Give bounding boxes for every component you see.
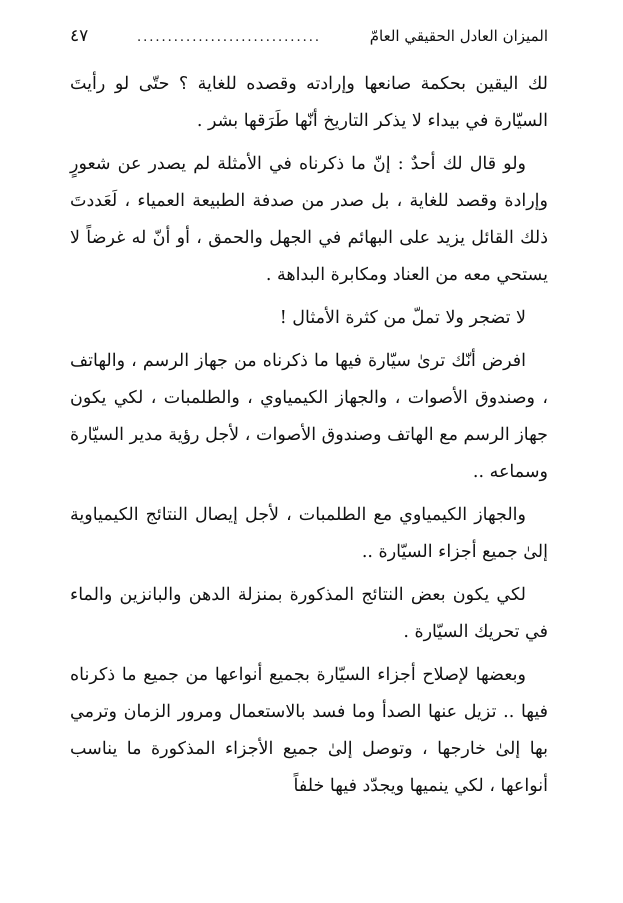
paragraph-1: لك اليقين بحكمة صانعها وإرادته وقصده للغاية ؟ حتّى لو رأيتَ السيّارة في بيداء لا يذكر التاريخ أنّها طَرَقها بشر . bbox=[70, 74, 548, 131]
paragraph-6: لكي يكون بعض النتائج المذكورة بمنزلة الدهن والبانزين والماء في تحريك السيّارة . bbox=[70, 585, 548, 642]
paragraph-2: ولو قال لك أحدٌ : إنّ ما ذكرناه في الأمثلة لم يصدر عن شعورٍ وإرادة وقصد للغاية ، بل صدر من صدفة الطبيعة العمياء ، لَعَددتَ ذلك القائل يزيد على البهائم في الجهل والحمق ، أو أنّ له غرضاً لا يستحي معه من العناد ومكابرة البداهة . bbox=[70, 154, 548, 285]
paragraph-5: والجهاز الكيمياوي مع الطلمبات ، لأجل إيصال النتائج الكيمياوية إلىٰ جميع أجزاء السيّارة .. bbox=[70, 505, 548, 562]
paragraph-7: وبعضها لإصلاح أجزاء السيّارة بجميع أنواعها من جميع ما ذكرناه فيها .. تزيل عنها الصدأ وما فسد بالاستعمال ومرور الزمان وترمي بها إلىٰ خارجها ، وتوصل إلىٰ جميع الأجزاء المذكورة ما يناسب أنواعها ، لكي ينميها ويجدّد فيها خلفاً bbox=[70, 665, 548, 796]
paragraph-4: افرض أنّك ترىٰ سيّارة فيها ما ذكرناه من جهاز الرسم ، والهاتف ، وصندوق الأصوات ، والجهاز الكيمياوي ، والطلمبات ، لكي يكون جهاز الرسم مع الهاتف وصندوق الأصوات ، لأجل رؤية مدير السيّارة وسماعه .. bbox=[70, 351, 548, 482]
running-header bbox=[70, 26, 548, 56]
header-dot-leader: .............................. bbox=[137, 30, 321, 45]
page-number: ٤٧ bbox=[70, 26, 89, 46]
book-page bbox=[70, 26, 548, 811]
paragraph-3: لا تضجر ولا تملّ من كثرة الأمثال ! bbox=[279, 308, 526, 328]
running-header-title: الميزان العادل الحقيقي العامّ bbox=[369, 27, 548, 45]
